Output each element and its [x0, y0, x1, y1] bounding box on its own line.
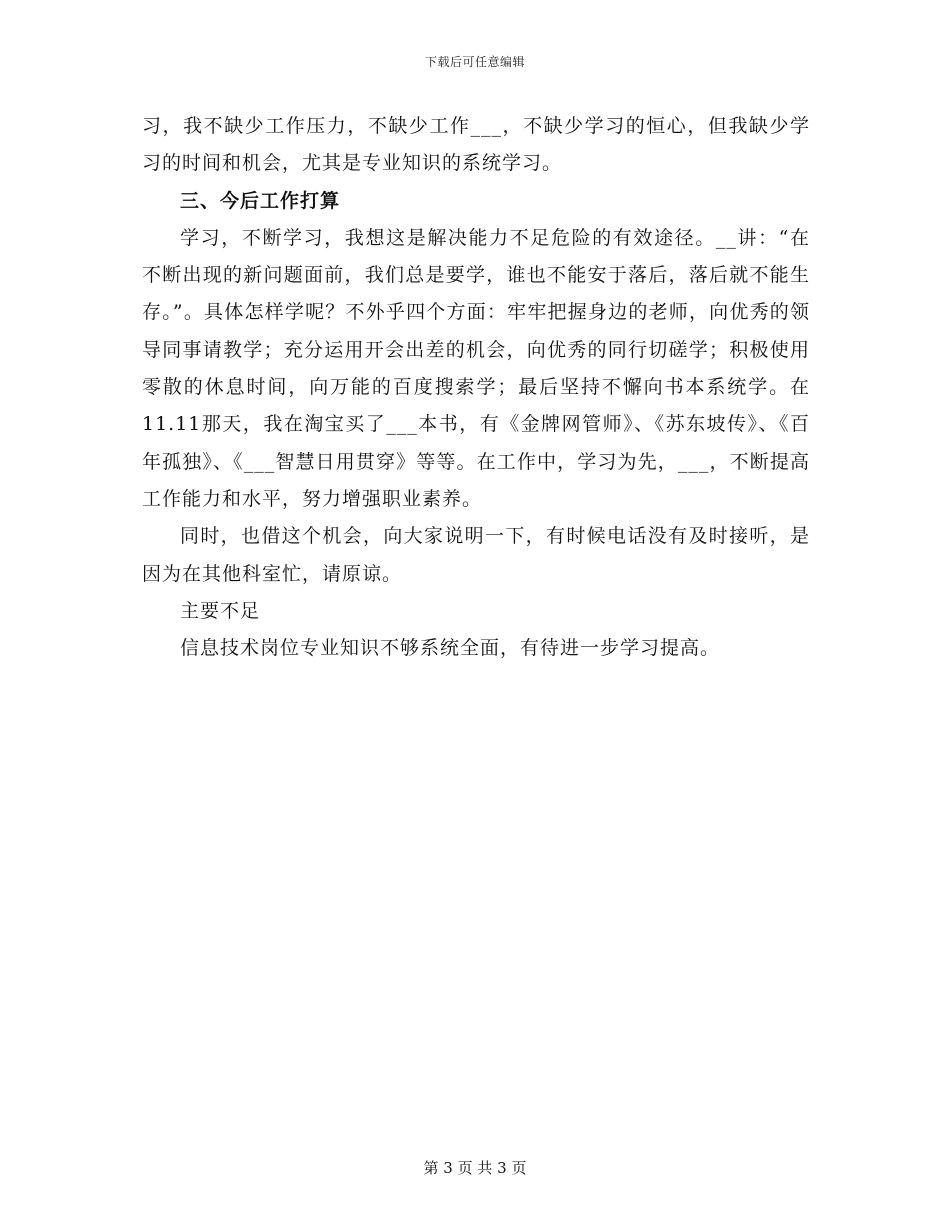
paragraph-apology: 同时，也借这个机会，向大家说明一下，有时候电话没有及时接听，是因为在其他科室忙，请原谅。: [142, 525, 810, 585]
document-body: [142, 108, 810, 667]
paragraph-shortcomings: 信息技术岗位专业知识不够系统全面，有待进一步学习提高。: [180, 637, 721, 660]
paragraph-continuation: 习，我不缺少工作压力，不缺少工作___，不缺少学习的恒心，但我缺少学习的时间和机会，尤其是专业知识的系统学习。: [142, 115, 810, 175]
paragraph-study-plan: 学习，不断学习，我想这是解决能力不足危险的有效途径。__讲：“在不断出现的新问题面前，我们总是要学，谁也不能安于落后，落后就不能生存。”。具体怎样学呢？不外乎四个方面：牢牢把握身边的老师，向优秀的领导同事请教学；充分运用开会出差的机会，向优秀的同行切磋学；积极使用零散的休息时间，向万能的百度搜索学；最后坚持不懈向书本系统学。在11.11那天，我在淘宝买了___本书，有《金牌网管师》、《苏东坡传》、《百年孤独》、《___智慧日用贯穿》等等。在工作中，学习为先，___，不断提高工作能力和水平，努力增强职业素养。: [142, 226, 810, 510]
page-number: 第 3 页 共 3 页: [423, 1159, 527, 1177]
subheading-shortcomings: 主要不足: [180, 599, 261, 622]
section-heading: 三、今后工作打算: [180, 189, 341, 212]
page-header: 下载后可任意编辑: [424, 55, 525, 69]
